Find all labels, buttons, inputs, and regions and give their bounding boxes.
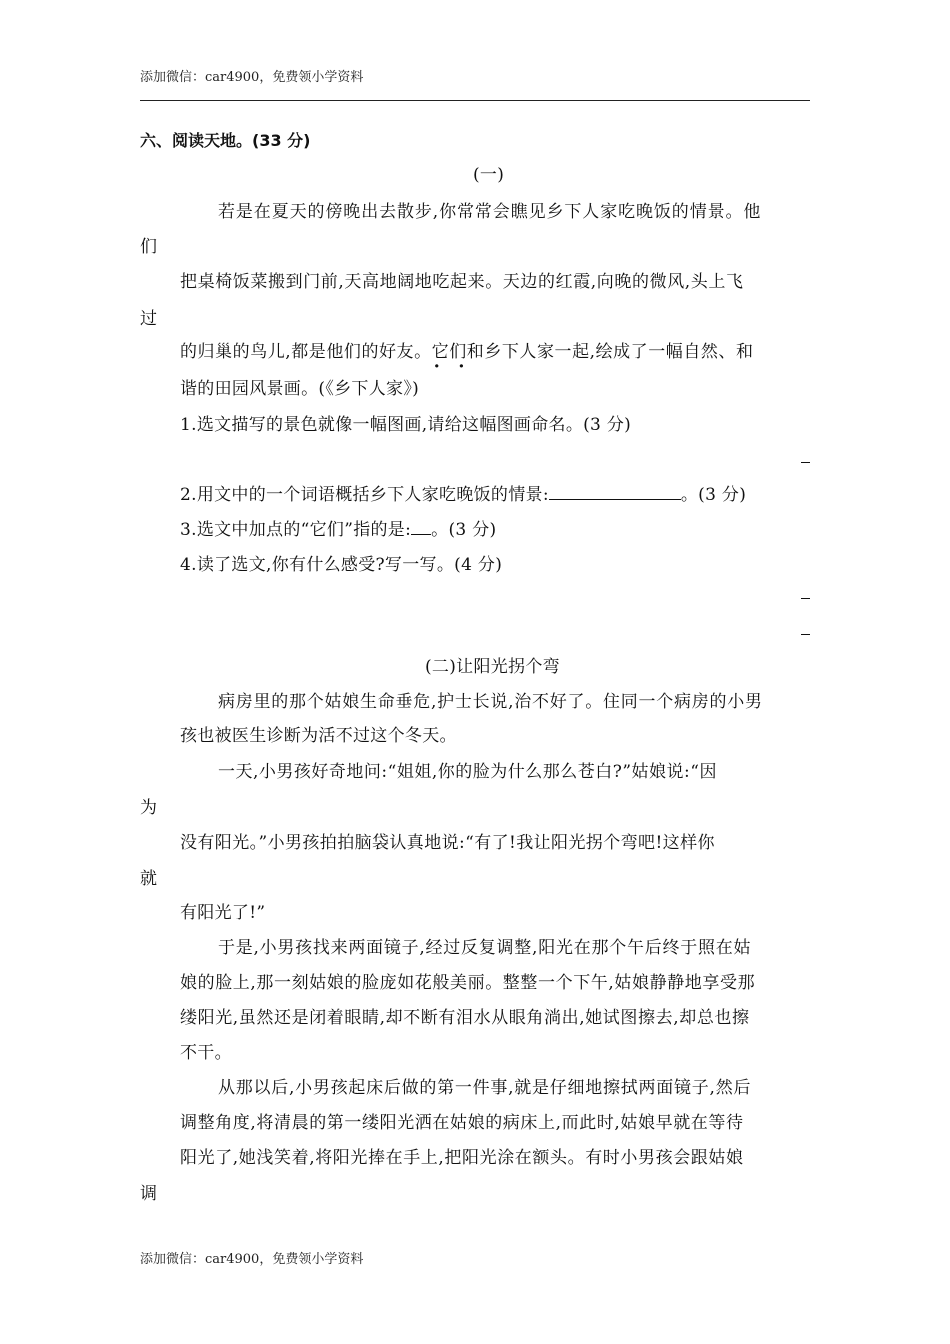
passage2-line: 缕阳光,虽然还是闭着眼睛,却不断有泪水从眼角淌出,她试图擦去,却总也擦 bbox=[180, 1008, 750, 1028]
passage2-line: 于是,小男孩找来两面镜子,经过反复调整,阳光在那个午后终于照在姑 bbox=[218, 938, 752, 958]
passage1-title: (一) bbox=[473, 165, 505, 185]
answer-line bbox=[801, 634, 810, 635]
question-1: 1.选文描写的景色就像一幅图画,请给这幅图画命名。(3 分) bbox=[180, 415, 632, 435]
passage1-line: 谐的田园风景画。(《乡下人家》) bbox=[180, 379, 420, 399]
passage1-line-part: 和乡下人家一起,绘成了一幅自然、和 bbox=[466, 342, 754, 362]
passage1-line-text: 若是在夏天的傍晚出去散步,你常常会瞧见乡下人家吃晚饭的情景。他 bbox=[218, 202, 762, 222]
passage2-wrap: 就 bbox=[140, 869, 158, 889]
passage1-line bbox=[180, 337, 754, 362]
passage1-wrap: 过 bbox=[140, 309, 158, 329]
header-divider bbox=[140, 100, 810, 101]
passage2-title: (二)让阳光拐个弯 bbox=[425, 657, 560, 677]
passage1-line: 把桌椅饭菜搬到门前,天高地阔地吃起来。天边的红霞,向晚的微风,头上飞 bbox=[180, 272, 744, 292]
question-3-text: 3.选文中加点的“它们”指的是: bbox=[180, 520, 412, 540]
passage2-line: 阳光了,她浅笑着,将阳光捧在手上,把阳光涂在额头。有时小男孩会跟姑娘 bbox=[180, 1148, 744, 1168]
passage2-line: 没有阳光。”小男孩拍拍脑袋认真地说:“有了!我让阳光拐个弯吧!这样你 bbox=[180, 833, 715, 853]
answer-blank[interactable] bbox=[411, 518, 431, 535]
question-2-text: 2.用文中的一个词语概括乡下人家吃晚饭的情景: bbox=[180, 485, 549, 505]
passage2-line: 病房里的那个姑娘生命垂危,护士长说,治不好了。住同一个病房的小男 bbox=[218, 692, 763, 712]
question-3-tail: 。(3 分) bbox=[431, 520, 497, 540]
question-4: 4.读了选文,你有什么感受?写一写。(4 分) bbox=[180, 555, 503, 575]
answer-blank[interactable] bbox=[549, 483, 681, 500]
passage2-wrap: 调 bbox=[140, 1184, 158, 1204]
passage2-line: 一天,小男孩好奇地问:“姐姐,你的脸为什么那么苍白?”姑娘说:“因 bbox=[218, 762, 717, 782]
answer-line bbox=[801, 462, 810, 463]
passage2-line: 从那以后,小男孩起床后做的第一件事,就是仔细地擦拭两面镜子,然后 bbox=[218, 1078, 752, 1098]
passage1-wrap: 们 bbox=[140, 237, 158, 257]
page-footer: 添加微信：car4900，免费领小学资料 bbox=[140, 1252, 364, 1267]
passage2-line: 调整角度,将清晨的第一缕阳光洒在姑娘的病床上,而此时,姑娘早就在等待 bbox=[180, 1113, 744, 1133]
passage1-line bbox=[218, 197, 810, 222]
passage2-line: 娘的脸上,那一刻姑娘的脸庞如花般美丽。整整一个下午,姑娘静静地享受那 bbox=[180, 973, 756, 993]
passage2-line: 有阳光了!” bbox=[180, 903, 266, 923]
passage2-line: 孩也被医生诊断为活不过这个冬天。 bbox=[180, 726, 457, 746]
passage1-line-part: 的归巢的鸟儿,都是他们的好友。 bbox=[180, 342, 432, 362]
question-2-tail: 。(3 分) bbox=[680, 485, 747, 505]
passage2-line: 不干。 bbox=[180, 1043, 232, 1063]
question-3 bbox=[180, 515, 496, 540]
passage2-wrap: 为 bbox=[140, 798, 158, 818]
question-2 bbox=[180, 480, 746, 505]
section-title: 六、阅读天地。(33 分) bbox=[140, 131, 311, 150]
emphasized-word: 它们 · · bbox=[432, 342, 467, 362]
answer-line bbox=[801, 598, 810, 599]
page-header: 添加微信：car4900，免费领小学资料 bbox=[140, 70, 364, 85]
